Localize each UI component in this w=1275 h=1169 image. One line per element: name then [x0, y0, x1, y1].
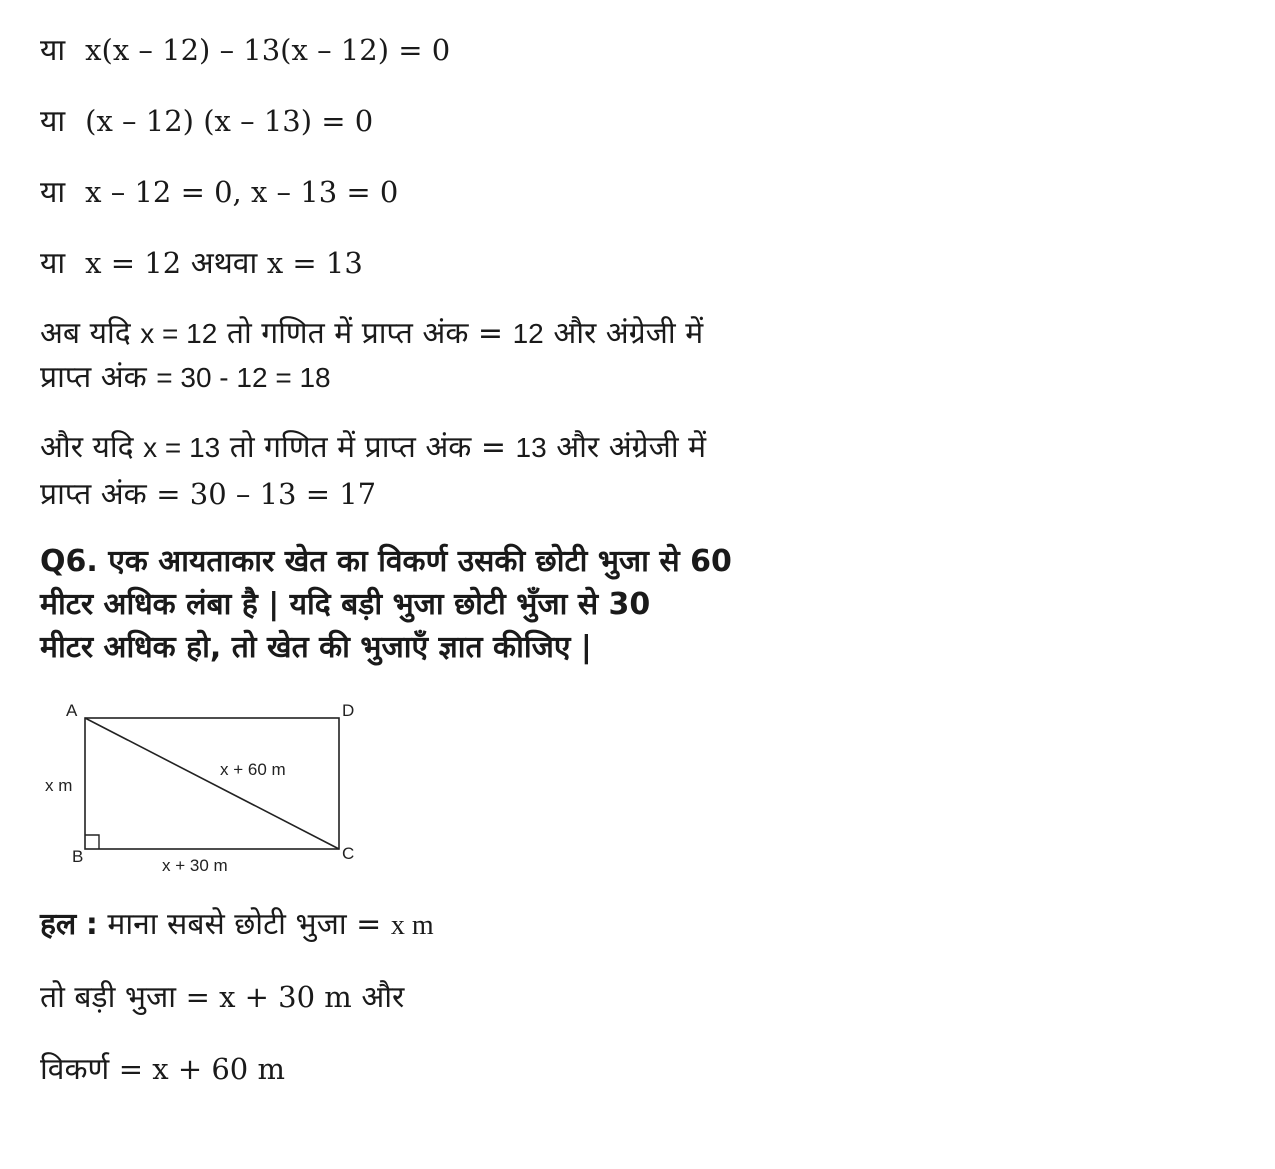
- side-label-bottom: x + 30 m: [162, 856, 228, 875]
- solution-math: = x + 60 m: [118, 1052, 285, 1086]
- step-line-1: [40, 30, 450, 71]
- solution-colon: :: [85, 907, 98, 942]
- step-expression: x – 12 = 0, x – 13 = 0: [85, 175, 399, 209]
- solution-heading: हल: [40, 907, 77, 942]
- case-math: = 30 - 12 = 18: [156, 362, 331, 393]
- side-label-left: x m: [45, 776, 73, 795]
- solution-line-3: [40, 1049, 285, 1090]
- solution-math: = x + 30 m: [185, 980, 352, 1014]
- case-1-line-2: [40, 356, 331, 400]
- rectangle-diagram: [40, 694, 370, 884]
- solution-math: x m: [390, 910, 434, 941]
- case-text: प्राप्त अंक: [40, 360, 147, 395]
- step-expression: (x – 12) (x – 13) = 0: [85, 104, 374, 138]
- case-math: = 30 – 13 = 17: [156, 477, 377, 511]
- case-1-line-1: [40, 312, 703, 356]
- case-text: तो गणित में प्राप्त अंक =: [226, 316, 504, 351]
- step-line-2: [40, 101, 373, 142]
- solution-text: और: [361, 980, 405, 1015]
- vertex-label-a: A: [66, 701, 78, 720]
- question-line-2: मीटर अधिक लंबा है | यदि बड़ी भुजा छोटी भुँजा से 30: [40, 587, 651, 622]
- step-connector: अथवा: [190, 246, 258, 281]
- solution-text: माना सबसे छोटी भुजा =: [107, 907, 382, 942]
- question-q6: [40, 540, 732, 669]
- case-text: और यदि: [40, 430, 134, 465]
- question-line-3: मीटर अधिक हो, तो खेत की भुजाएँ ज्ञात कीजिए |: [40, 630, 592, 665]
- case-math: 12: [512, 318, 544, 349]
- case-math: 13: [515, 432, 547, 463]
- case-text: और अंग्रेजी में: [556, 430, 707, 465]
- step-prefix: या: [40, 175, 66, 210]
- step-prefix: या: [40, 33, 66, 68]
- step-prefix: या: [40, 104, 66, 139]
- case-text: तो गणित में प्राप्त अंक =: [229, 430, 506, 465]
- solution-line-1: [40, 905, 434, 946]
- vertex-label-b: B: [72, 847, 84, 866]
- step-line-3: [40, 172, 398, 213]
- case-math: x = 12: [140, 318, 218, 349]
- step-expression: x = 12: [85, 246, 182, 280]
- case-text: और अंग्रेजी में: [553, 316, 704, 351]
- case-text: प्राप्त अंक: [40, 477, 147, 512]
- step-expression: x(x – 12) – 13(x – 12) = 0: [85, 33, 451, 67]
- solution-text: तो बड़ी भुजा: [40, 980, 177, 1015]
- diagonal-line: [85, 718, 339, 849]
- step-line-4: [40, 243, 363, 284]
- case-text: अब यदि: [40, 316, 131, 351]
- solution-text: विकर्ण: [40, 1052, 110, 1087]
- vertex-label-d: D: [342, 701, 355, 720]
- diagonal-label: x + 60 m: [220, 760, 286, 779]
- case-math: x = 13: [143, 432, 221, 463]
- step-prefix: या: [40, 246, 66, 281]
- question-line-1: Q6. एक आयताकार खेत का विकर्ण उसकी छोटी भुजा से 60: [40, 544, 732, 579]
- right-angle-mark: [85, 835, 99, 849]
- solution-line-2: [40, 977, 404, 1018]
- case-2-line-1: [40, 426, 706, 470]
- vertex-label-c: C: [342, 844, 355, 863]
- step-expression: x = 13: [266, 246, 363, 280]
- case-2-line-2: [40, 472, 376, 517]
